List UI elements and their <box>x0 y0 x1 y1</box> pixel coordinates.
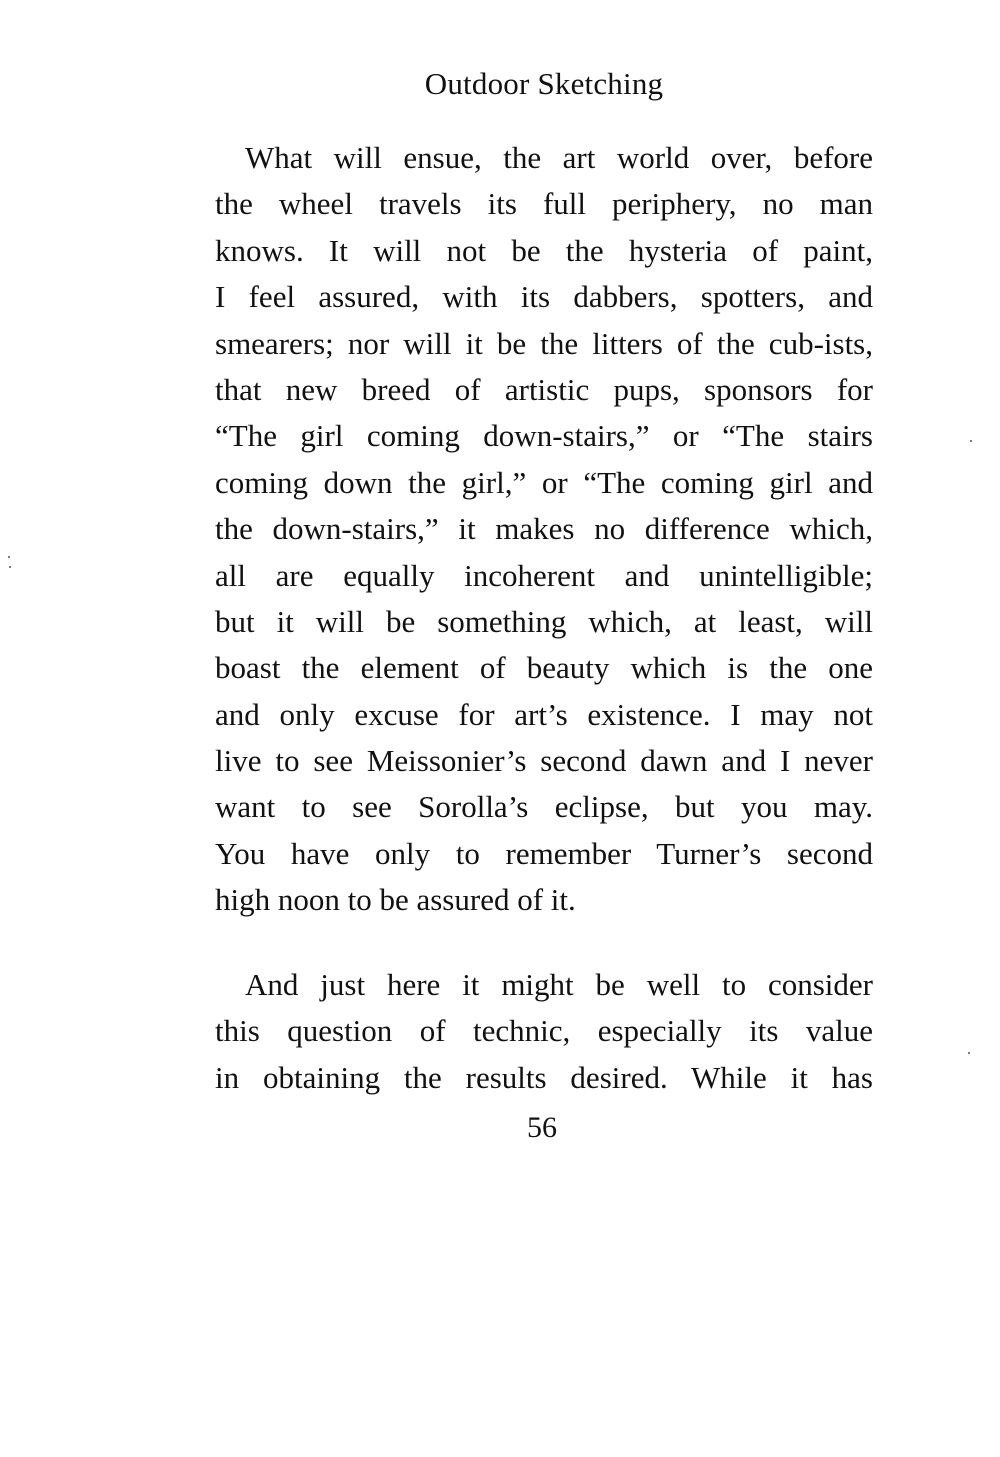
text-line: that new breed of artistic pups, sponsors for <box>215 371 873 407</box>
text-line: all are equally incoherent and unintelligible; <box>215 557 873 593</box>
text-line: but it will be something which, at least, will <box>215 603 873 639</box>
text-line: want to see Sorolla’s eclipse, but you may. <box>215 789 873 825</box>
text-line: coming down the girl,” or “The coming girl and <box>215 464 873 500</box>
text-line: the wheel travels its full periphery, no man <box>215 186 873 222</box>
text-line: “The girl coming down-stairs,” or “The stairs <box>215 418 873 454</box>
scan-speck <box>968 1052 970 1054</box>
text-line: I feel assured, with its dabbers, spotters, and <box>215 279 873 315</box>
text-line: smearers; nor will it be the litters of the cub-ists, <box>215 325 873 361</box>
text-line: boast the element of beauty which is the one <box>215 650 873 686</box>
scan-speck <box>970 440 972 442</box>
scan-speck <box>8 556 10 558</box>
text-line: And just here it might be well to consider <box>245 967 873 1002</box>
text-line: high noon to be assured of it. <box>215 882 576 918</box>
text-line: in obtaining the results desired. While it has <box>215 1059 873 1095</box>
scan-speck <box>9 566 11 568</box>
text-line: the down-stairs,” it makes no difference which, <box>215 511 873 547</box>
text-line: and only excuse for art’s existence. I may not <box>215 696 873 732</box>
text-line: live to see Meissonier’s second dawn and I never <box>215 743 873 779</box>
paragraph <box>215 135 873 924</box>
page-number: 56 <box>527 1111 557 1144</box>
running-head: Outdoor Sketching <box>424 66 664 101</box>
text-line: this question of technic, especially its value <box>215 1013 873 1049</box>
paragraph <box>215 962 873 1101</box>
text-line: You have only to remember Turner’s second <box>215 835 873 871</box>
text-line: What will ensue, the art world over, before <box>245 140 873 175</box>
text-line: knows. It will not be the hysteria of paint, <box>215 232 873 268</box>
